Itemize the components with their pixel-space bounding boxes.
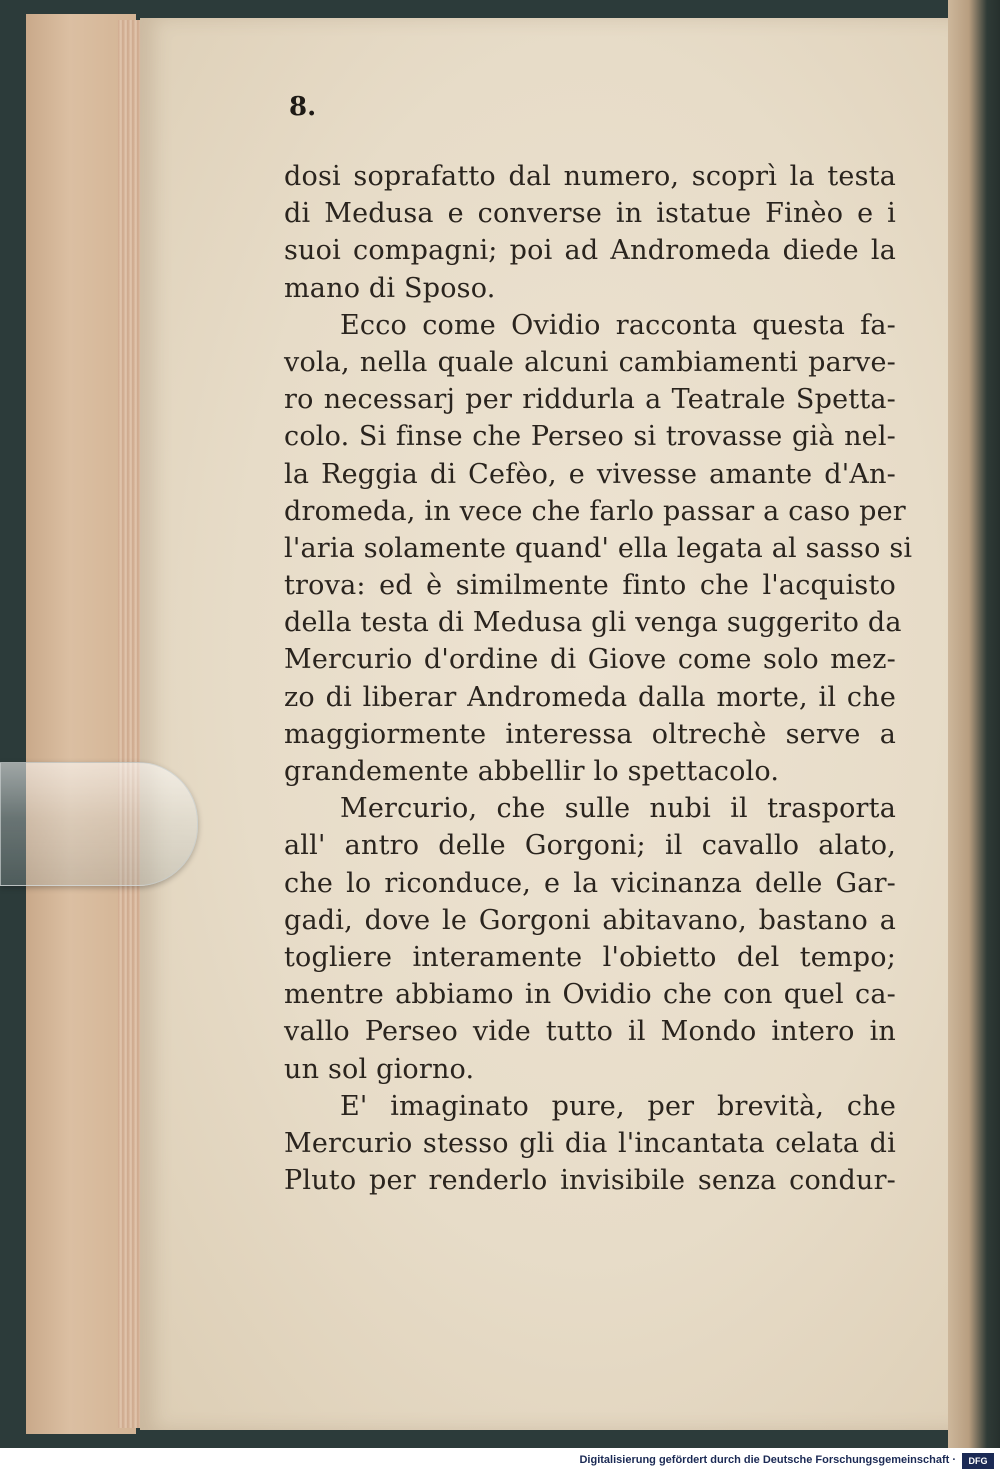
footer-bar <box>0 1448 1000 1476</box>
text-line: grandemente abbellir lo spettacolo. <box>284 756 780 787</box>
text-line: togliere interamente l'obietto del tempo; <box>284 941 896 973</box>
text-line: Pluto per renderlo invisibile senza condur- <box>284 1165 896 1197</box>
text-line: che lo riconduce, e la vicinanza delle Gar- <box>284 867 896 899</box>
text-line: all' antro delle Gorgoni; il cavallo alato, <box>284 830 896 862</box>
text-line: vallo Perseo vide tutto il Mondo intero in <box>284 1016 896 1048</box>
text-line: trova: ed è similmente finto che l'acquisto <box>284 570 896 602</box>
page-text <box>284 158 913 1199</box>
text-line: Ecco come Ovidio racconta questa fa- <box>340 309 896 341</box>
text-line: la Reggia di Cefèo, e vivesse amante d'An- <box>284 458 896 490</box>
text-line: ro necessarj per riddurla a Teatrale Spetta- <box>284 384 896 416</box>
text-line: vola, nella quale alcuni cambiamenti parve- <box>284 346 896 378</box>
text-line: l'aria solamente quand' ella legata al sasso si <box>284 532 913 564</box>
page-number: 8. <box>289 92 317 122</box>
text-line: Mercurio stesso gli dia l'incantata celata di <box>284 1127 896 1159</box>
dfg-logo-icon: DFG <box>962 1453 994 1469</box>
text-line: dromeda, in vece che farlo passar a caso per <box>284 495 906 527</box>
right-page-edge <box>948 0 1000 1448</box>
text-line: colo. Si finse che Perseo si trovasse già nel- <box>284 421 896 453</box>
text-line: zo di liberar Andromeda dalla morte, il che <box>284 681 896 713</box>
text-line: maggiormente interessa oltrechè serve a <box>284 718 896 750</box>
text-line: gadi, dove le Gorgoni abitavano, bastano a <box>284 904 896 936</box>
text-line: di Medusa e converse in istatue Finèo e i <box>284 198 896 230</box>
text-line: mano di Sposo. <box>284 272 496 304</box>
page-holder-clip <box>0 762 198 886</box>
text-line: un sol giorno. <box>284 1053 475 1085</box>
text-line: suoi compagni; poi ad Andromeda diede la <box>284 235 896 267</box>
text-line: mentre abbiamo in Ovidio che con quel ca- <box>284 979 896 1011</box>
text-line: dosi soprafatto dal numero, scoprì la testa <box>284 161 896 192</box>
funding-credit: Digitalisierung gefördert durch die Deutsche Forschungsgemeinschaft · <box>579 1454 956 1466</box>
text-line: E' imaginato pure, per brevità, che <box>340 1090 896 1122</box>
text-line: Mercurio, che sulle nubi il trasporta <box>340 793 896 825</box>
text-line: della testa di Medusa gli venga suggerito da <box>284 607 902 639</box>
text-line: Mercurio d'ordine di Giove come solo mez- <box>284 644 896 676</box>
